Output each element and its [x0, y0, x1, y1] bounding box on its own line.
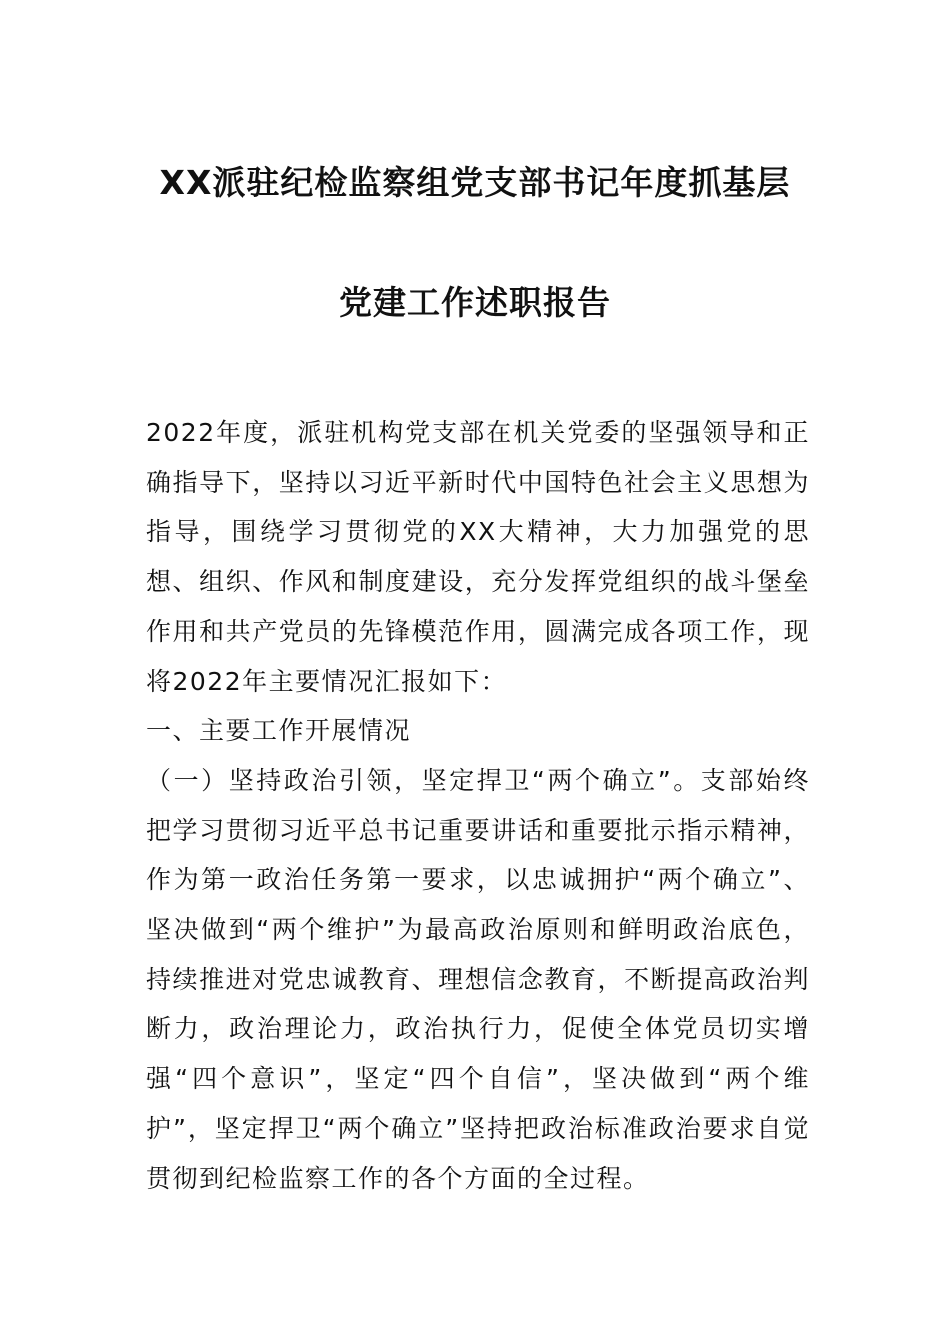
document-title-line-2: 党建工作述职报告 [339, 283, 611, 322]
paragraph-intro: 2022年度，派驻机构党支部在机关党委的坚强领导和正确指导下，坚持以习近平新时代中国特色社会主义思想为指导，围绕学习贯彻党的XX大精神，大力加强党的思想、组织、作风和制度建设，充分发挥党组织的战斗堡垒作用和共产党员的先锋模范作用，圆满完成各项工作，现将2022年主要情况汇报如下： [146, 418, 810, 696]
document-title-line-1: XX派驻纪检监察组党支部书记年度抓基层 [159, 163, 791, 202]
paragraph-political-guidance: （一）坚持政治引领，坚定捍卫“两个确立”。支部始终把学习贯彻习近平总书记重要讲话和重要批示指示精神，作为第一政治任务第一要求，以忠诚拥护“两个确立”、坚决做到“两个维护”为最高政治原则和鲜明政治底色，持续推进对党忠诚教育、理想信念教育，不断提高政治判断力，政治理论力，政治执行力，促使全体党员切实增强“四个意识”，坚定“四个自信”，坚决做到“两个维护”，坚定捍卫“两个确立”坚持把政治标准政治要求自觉贯彻到纪检监察工作的各个方面的全过程。 [146, 765, 810, 1193]
document-body [146, 408, 810, 1203]
section-heading-1: 一、主要工作开展情况 [146, 716, 412, 746]
